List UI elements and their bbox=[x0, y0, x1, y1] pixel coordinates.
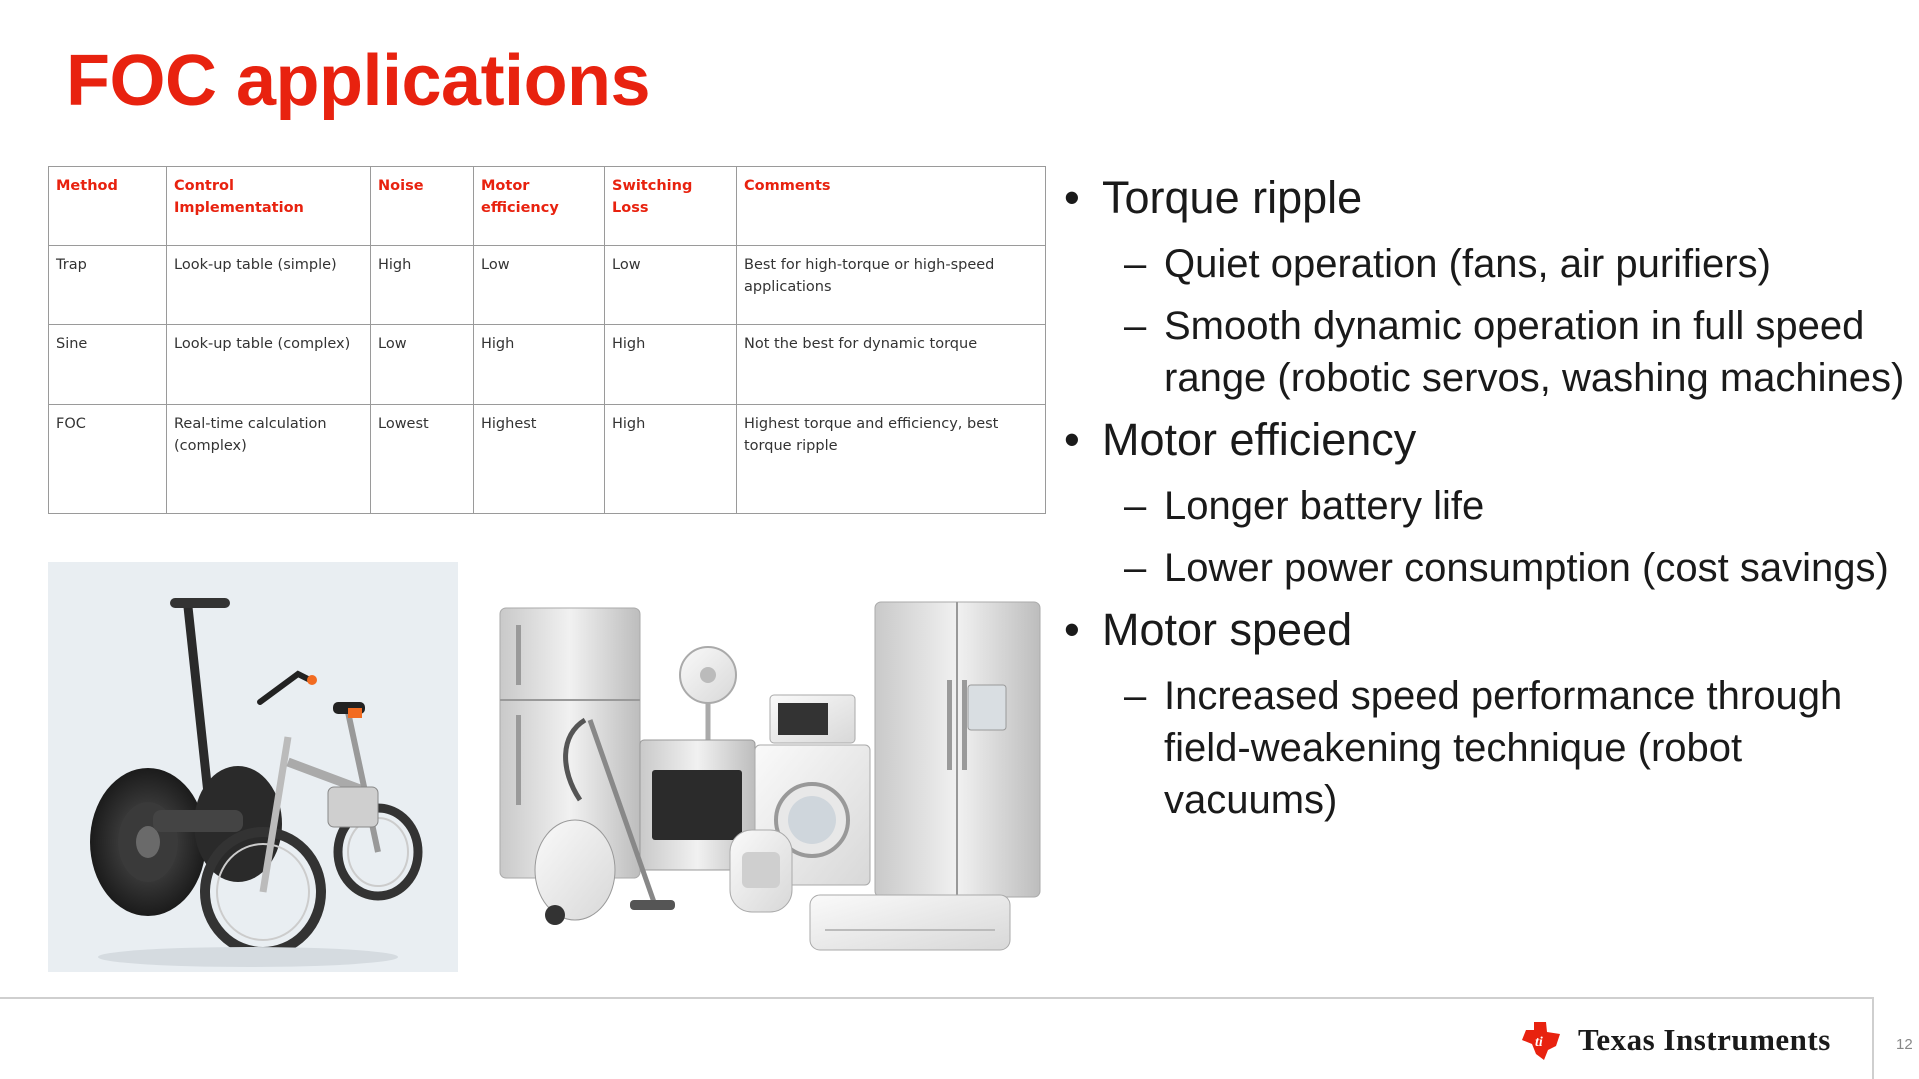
table-cell: Best for high-torque or high-speed applications bbox=[737, 246, 1046, 325]
table-cell: Real-time calculation (complex) bbox=[167, 404, 371, 513]
table-header-cell: Noise bbox=[371, 167, 474, 246]
table-cell: Not the best for dynamic torque bbox=[737, 325, 1046, 404]
table-cell: High bbox=[605, 404, 737, 513]
method-comparison-table bbox=[48, 166, 1046, 514]
bullet-item: • Motor speed bbox=[1064, 604, 1353, 655]
table-cell: FOC bbox=[49, 404, 167, 513]
bullet-item: • Motor efficiency bbox=[1064, 414, 1417, 465]
table-cell: Highest torque and efficiency, best torque ripple bbox=[737, 404, 1046, 513]
sub-bullet-item: – Longer battery life bbox=[1124, 484, 1485, 528]
table-cell: Low bbox=[371, 325, 474, 404]
sub-bullet-item: – Quiet operation (fans, air purifiers) bbox=[1124, 242, 1771, 286]
sub-bullet-item: – Smooth dynamic operation in full speed range (robotic servos, washing machines) bbox=[1124, 304, 1905, 400]
table-cell: Highest bbox=[474, 404, 605, 513]
brand-name: Texas Instruments bbox=[1578, 1022, 1831, 1057]
table-cell: Low bbox=[605, 246, 737, 325]
slide-number: 12 bbox=[1896, 1036, 1913, 1053]
texas-instruments-logo-icon bbox=[1520, 1020, 1562, 1062]
table-header-cell: Motor efficiency bbox=[474, 167, 605, 246]
table-cell: Low bbox=[474, 246, 605, 325]
table-cell: High bbox=[605, 325, 737, 404]
table-header-row bbox=[49, 167, 1046, 246]
home-appliances-photo bbox=[480, 570, 1055, 972]
bullet-list bbox=[1064, 172, 1914, 836]
sub-bullet-item: – Increased speed performance through field-weakening technique (robot vacuums) bbox=[1124, 674, 1843, 822]
slide-title: FOC applications bbox=[66, 41, 651, 121]
svg-text:ti: ti bbox=[1535, 1035, 1543, 1050]
table-header-cell: Control Implementation bbox=[167, 167, 371, 246]
bullet-item: • Torque ripple bbox=[1064, 172, 1363, 223]
sub-bullet-item: – Lower power consumption (cost savings) bbox=[1124, 546, 1889, 590]
table-header-cell: Comments bbox=[737, 167, 1046, 246]
table-cell: Look-up table (complex) bbox=[167, 325, 371, 404]
table-header-cell: Method bbox=[49, 167, 167, 246]
table-cell: Lowest bbox=[371, 404, 474, 513]
table-header-cell: Switching Loss bbox=[605, 167, 737, 246]
table-cell: Look-up table (simple) bbox=[167, 246, 371, 325]
table-cell: Trap bbox=[49, 246, 167, 325]
table-cell: Sine bbox=[49, 325, 167, 404]
table-cell: High bbox=[371, 246, 474, 325]
table-row bbox=[49, 404, 1046, 513]
table-row bbox=[49, 246, 1046, 325]
table-cell: High bbox=[474, 325, 605, 404]
table-row bbox=[49, 325, 1046, 404]
scooter-ebike-photo bbox=[48, 562, 458, 972]
